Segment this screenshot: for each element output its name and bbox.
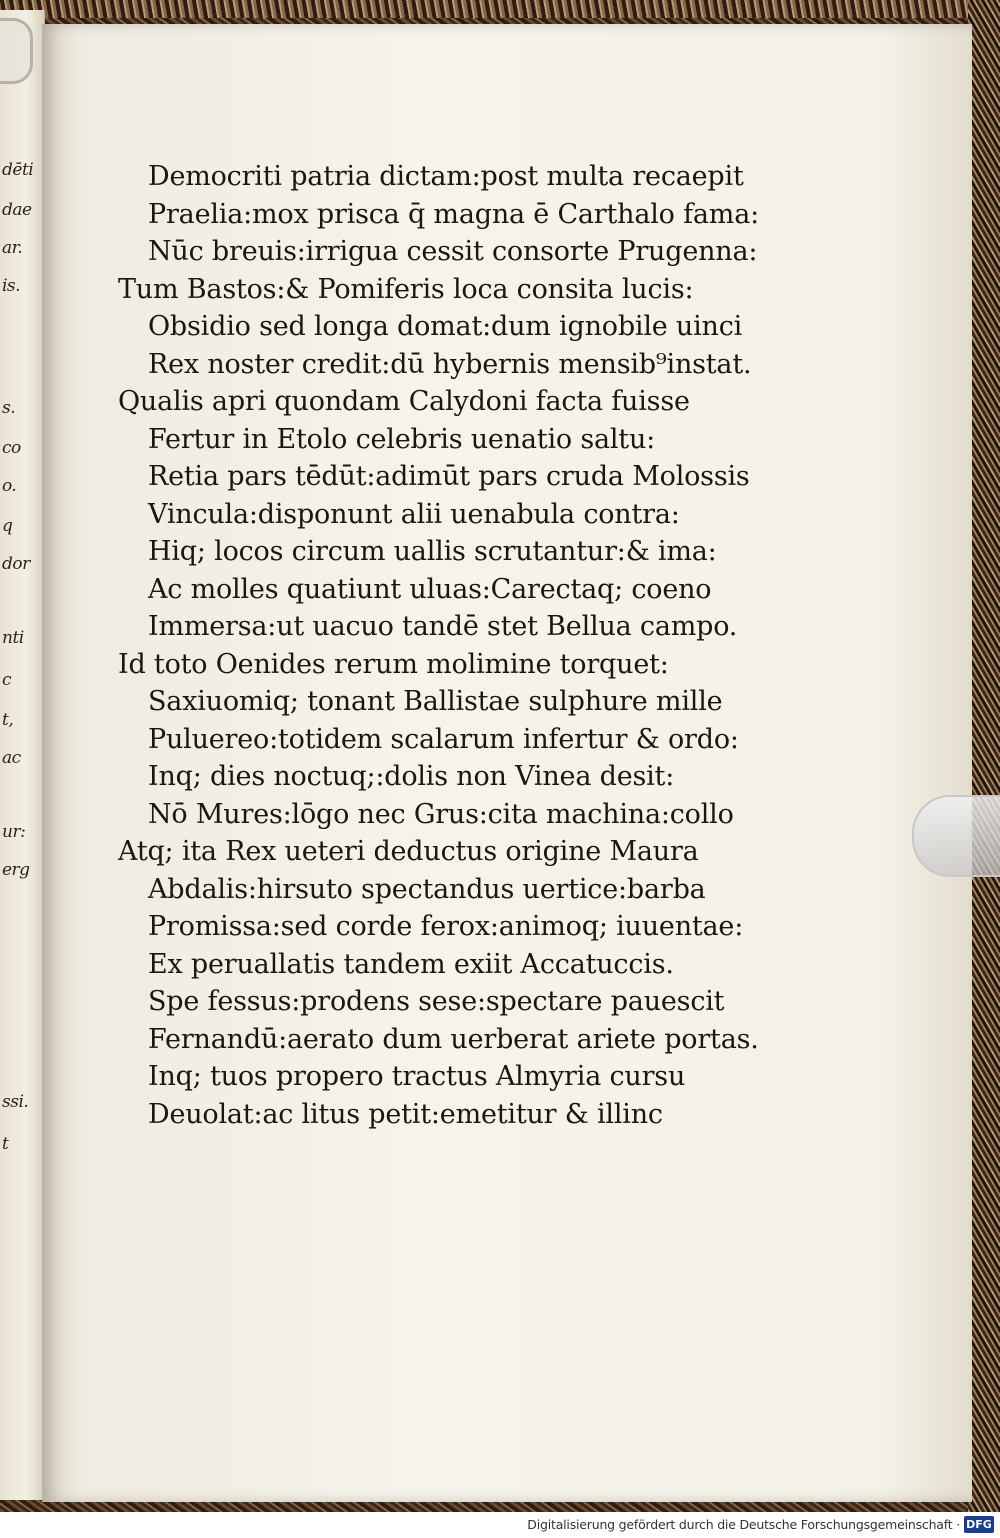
prev-page-fragment: ac [2,748,21,768]
text-line: Nūc breuis:irrigua cessit consorte Prugenna: [148,236,758,267]
text-line: Rex noster credit:dū hybernis mensib⁹instat. [148,348,752,380]
prev-page-fragment: ar. [2,238,23,258]
prev-page-fragment: co [2,438,21,458]
prev-page-fragment: o. [2,476,17,496]
cover-right-edge [968,0,1000,1512]
text-line: Nō Mures:lōgo nec Grus:cita machina:collo [148,798,734,830]
left-clip [0,18,33,84]
text-line: Fernandū:aerato dum uerberat ariete portas. [148,1023,759,1055]
prev-page-fragment: q [2,516,13,536]
text-line: Obsidio sed longa domat:dum ignobile uinci [148,311,743,342]
cover-top-edge [0,0,1000,18]
text-line: Inq; dies noctuq;:dolis non Vinea desit: [148,761,675,792]
previous-page-edge [0,10,45,1500]
text-line: Saxiuomiq; tonant Ballistae sulphure mille [148,686,723,717]
banner-text: Digitalisierung gefördert durch die Deutsche Forschungsgemeinschaft · [527,1517,960,1532]
prev-page-fragment: nti [2,628,24,648]
text-line: Fertur in Etolo celebris uenatio saltu: [148,423,656,455]
text-block [118,158,778,1133]
text-line: Puluereo:totidem scalarum infertur & ordo: [148,723,739,755]
prev-page-fragment: t, [2,710,14,730]
right-clip [912,795,1000,877]
prev-page-fragment: is. [2,276,21,296]
text-line: Tum Bastos:& Pomiferis loca consita lucis: [118,273,694,305]
prev-page-fragment: erg [2,860,30,880]
text-line: Promissa:sed corde ferox:animoq; iuuentae: [148,911,744,942]
text-line: Retia pars tēdūt:adimūt pars cruda Molossis [148,461,750,492]
text-line: Spe fessus:prodens sese:spectare pauescit [148,986,725,1017]
prev-page-fragment: ssi. [2,1092,29,1112]
dfg-logo-icon: DFG [964,1516,994,1533]
text-line: Atq; ita Rex ueteri deductus origine Maura [118,836,699,867]
text-line: Ex peruallatis tandem exiit Accatuccis. [148,948,674,980]
text-line: Ac molles quatiunt uluas:Carectaq; coeno [148,573,712,605]
prev-page-fragment: c [2,670,12,690]
text-line: Praelia:mox prisca q̄ magna ē Carthalo fama: [148,198,760,230]
text-line: Hiq; locos circum uallis scrutantur:& ima: [148,536,717,567]
prev-page-fragment: dēti [2,160,34,180]
text-line: Id toto Oenides rerum molimine torquet: [118,648,669,680]
show-through [782,344,822,824]
prev-page-fragment: t [2,1134,9,1154]
prev-page-fragment: s. [2,398,16,418]
prev-page-fragment: ur: [2,822,26,842]
text-line: Immersa:ut uacuo tandē stet Bellua campo. [148,611,738,642]
funding-banner [0,1512,1000,1538]
prev-page-fragment: dae [2,200,32,220]
text-line: Abdalis:hirsuto spectandus uertice:barba [148,873,706,905]
text-line: Vincula:disponunt alii uenabula contra: [148,498,680,530]
text-line: Inq; tuos propero tractus Almyria cursu [148,1061,686,1092]
text-line: Qualis apri quondam Calydoni facta fuisse [118,386,690,417]
text-line: Deuolat:ac litus petit:emetitur & illinc [148,1098,663,1130]
prev-page-fragment: dor [2,554,30,574]
text-line: Democriti patria dictam:post multa recaepit [148,161,744,192]
